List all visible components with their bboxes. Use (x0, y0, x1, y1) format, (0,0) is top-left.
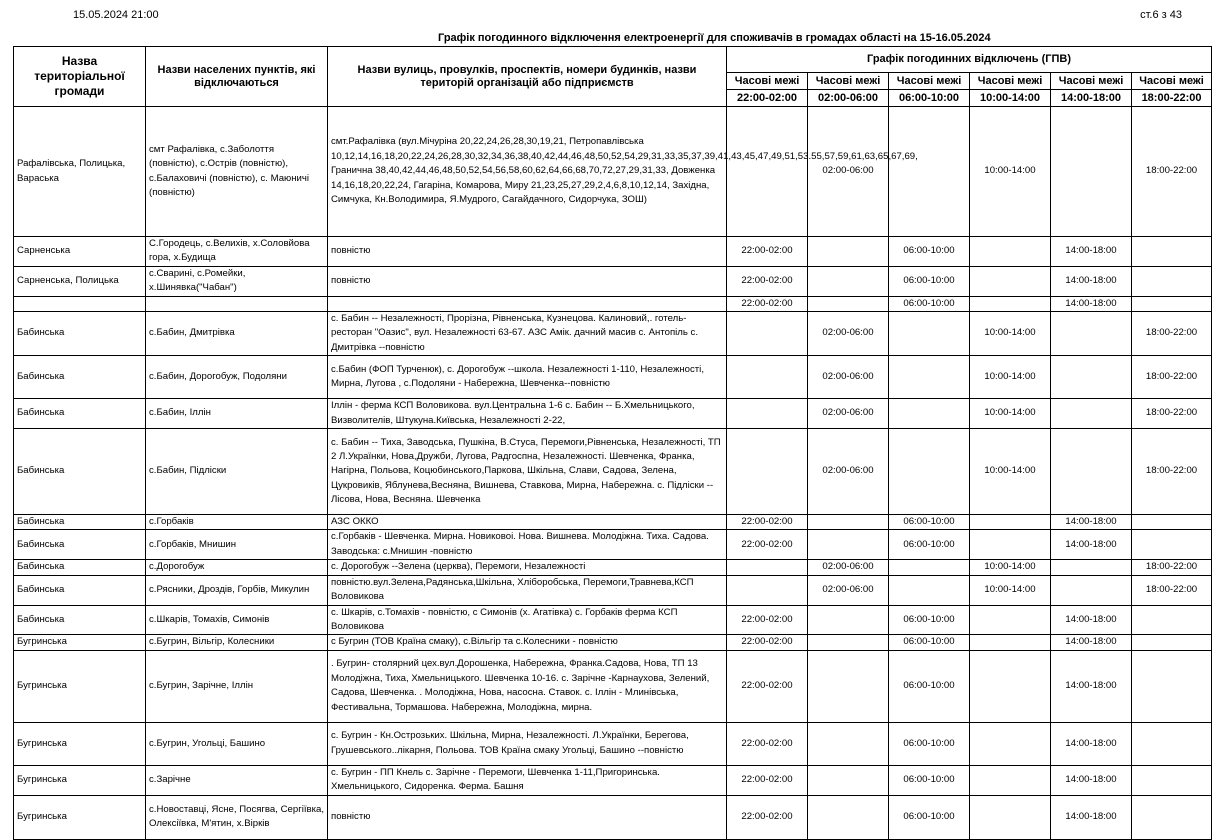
settlements-cell: с.Зарічне (146, 765, 328, 795)
header-community: Назва територіальної громади (14, 47, 146, 107)
slot-cell (808, 266, 889, 296)
slot-cell: 06:00-10:00 (889, 605, 970, 635)
slot-cell: 02:00-06:00 (808, 429, 889, 515)
slot-cell: 14:00-18:00 (1051, 605, 1132, 635)
streets-cell (328, 296, 727, 311)
slot-cell (970, 765, 1051, 795)
slot-cell: 06:00-10:00 (889, 765, 970, 795)
slot-cell (889, 399, 970, 429)
table-row (14, 399, 1212, 429)
streets-cell: с. Бугрин - Кн.Острозьких. Шкільна, Мирна, Незалежності. Л.Українки, Берегова, Грушевського..лікарня, Польова. ТОВ Країна смаку Угольці, Башино --повністю (328, 722, 727, 765)
slot-cell: 10:00-14:00 (970, 575, 1051, 605)
community-cell: Бабинська (14, 429, 146, 515)
slot-cell: 22:00-02:00 (727, 635, 808, 650)
community-cell: Бабинська (14, 515, 146, 530)
table-row (14, 530, 1212, 560)
slot-cell: 18:00-22:00 (1132, 560, 1212, 575)
slot-cell (808, 515, 889, 530)
header-slot: 06:00-10:00 (889, 90, 970, 107)
slot-cell (1132, 795, 1212, 839)
settlements-cell: с.Дорогобуж (146, 560, 328, 575)
community-cell: Рафалівська, Полицька, Вараська (14, 107, 146, 237)
header-slot: 18:00-22:00 (1132, 90, 1212, 107)
streets-cell: с. Бабин -- Тиха, Заводська, Пушкіна, В.Стуса, Перемоги,Рівненська, Незалежності, ТП 2 Л.Українки, Нова,Дружби, Лугова, Радгоспна, Незалежності. Шевченка, Франка, Нагірна, Польова, Коцюбинського,Паркова, Шкільна, Слави, Садова, Зелена, Цукровиків, Яблунева,Весняна, Вишнева, Ставкова, Мирна, Набережна. с. Підліски -- Лісова, Нова, Весняна. Шевченка (328, 429, 727, 515)
header-slot: 22:00-02:00 (727, 90, 808, 107)
community-cell: Бабинська (14, 605, 146, 635)
settlements-cell: с.Горбаків (146, 515, 328, 530)
slot-cell: 14:00-18:00 (1051, 237, 1132, 267)
settlements-cell: с.Бабин, Підліски (146, 429, 328, 515)
slot-cell (970, 296, 1051, 311)
header-time-limits: Часові межі (970, 73, 1051, 90)
table-row (14, 312, 1212, 356)
slot-cell: 14:00-18:00 (1051, 650, 1132, 722)
slot-cell: 18:00-22:00 (1132, 399, 1212, 429)
slot-cell (889, 312, 970, 356)
header-settlements: Назви населених пунктів, які відключаються (146, 47, 328, 107)
header-time-limits: Часові межі (808, 73, 889, 90)
settlements-cell: с.Сварині, с.Ромейки, х.Шинявка("Чабан") (146, 266, 328, 296)
settlements-cell: с.Бугрин, Зарічне, Іллін (146, 650, 328, 722)
slot-cell: 10:00-14:00 (970, 560, 1051, 575)
slot-cell (1132, 635, 1212, 650)
slot-cell (1132, 765, 1212, 795)
streets-cell: Іллін - ферма КСП Воловикова. вул.Центральна 1-6 с. Бабин -- Б.Хмельницького, Визволителів, Штукуна.Київська, Незалежності 2-22, (328, 399, 727, 429)
slot-cell: 18:00-22:00 (1132, 107, 1212, 237)
slot-cell (970, 650, 1051, 722)
header-time-limits: Часові межі (727, 73, 808, 90)
table-row (14, 795, 1212, 839)
community-cell: Бабинська (14, 560, 146, 575)
slot-cell (1132, 530, 1212, 560)
slot-cell (1051, 560, 1132, 575)
slot-cell (970, 237, 1051, 267)
slot-cell (727, 356, 808, 399)
slot-cell: 22:00-02:00 (727, 237, 808, 267)
streets-cell: с Бугрин (ТОВ Країна смаку), с.Вільгір та с.Колесники - повністю (328, 635, 727, 650)
slot-cell (1132, 266, 1212, 296)
slot-cell: 14:00-18:00 (1051, 765, 1132, 795)
streets-cell: с.Горбаків - Шевченка. Мирна. Новиковоі. Нова. Вишнева. Молодіжна. Тиха. Садова. Заводська: с.Мнишин -повністю (328, 530, 727, 560)
slot-cell: 06:00-10:00 (889, 296, 970, 311)
community-cell: Бабинська (14, 399, 146, 429)
slot-cell (808, 635, 889, 650)
streets-cell: повністю (328, 795, 727, 839)
slot-cell (808, 237, 889, 267)
slot-cell (1051, 575, 1132, 605)
table-row (14, 107, 1212, 237)
header-time-limits: Часові межі (1132, 73, 1212, 90)
slot-cell (808, 296, 889, 311)
community-cell: Бугринська (14, 635, 146, 650)
table-row (14, 237, 1212, 267)
slot-cell: 10:00-14:00 (970, 356, 1051, 399)
slot-cell: 10:00-14:00 (970, 107, 1051, 237)
slot-cell (808, 722, 889, 765)
table-row (14, 429, 1212, 515)
settlements-cell: с.Горбаків, Мнишин (146, 530, 328, 560)
slot-cell: 22:00-02:00 (727, 266, 808, 296)
header-slot: 10:00-14:00 (970, 90, 1051, 107)
slot-cell: 22:00-02:00 (727, 795, 808, 839)
slot-cell: 06:00-10:00 (889, 650, 970, 722)
page-counter: ст.6 з 43 (1140, 9, 1182, 21)
community-cell (14, 296, 146, 311)
table-row (14, 635, 1212, 650)
slot-cell: 02:00-06:00 (808, 312, 889, 356)
settlements-cell (146, 296, 328, 311)
streets-cell: с. Бугрин - ПП Кнель с. Зарічне - Перемоги, Шевченка 1-11,Пригоринська. Хмельницького, Сидоренка. Ферма. Башня (328, 765, 727, 795)
slot-cell: 06:00-10:00 (889, 635, 970, 650)
table-row (14, 296, 1212, 311)
streets-cell: повністю (328, 266, 727, 296)
slot-cell (970, 605, 1051, 635)
slot-cell (970, 722, 1051, 765)
streets-cell: с. Бабин -- Незалежності, Прорізна, Рівненська, Кузнецова. Калиновий,. готель-ресторан "Оазис", вул. Незалежності 63-67. АЗС Амік. дачний масив с. Антопіль с. Дмитрівка --повністю (328, 312, 727, 356)
slot-cell (808, 765, 889, 795)
slot-cell (808, 795, 889, 839)
schedule-body (14, 107, 1212, 840)
table-row (14, 650, 1212, 722)
slot-cell: 14:00-18:00 (1051, 515, 1132, 530)
slot-cell (1051, 399, 1132, 429)
community-cell: Бугринська (14, 765, 146, 795)
streets-cell: повністю.вул.Зелена,Радянська,Шкільна, Хліборобська, Перемоги,Травнева,КСП Воловикова (328, 575, 727, 605)
slot-cell: 06:00-10:00 (889, 530, 970, 560)
slot-cell: 10:00-14:00 (970, 429, 1051, 515)
header-streets: Назви вулиць, провулків, проспектів, номери будинків, назви територій організацій або підприємств (328, 47, 727, 107)
settlements-cell: с.Бабин, Дорогобуж, Подоляни (146, 356, 328, 399)
slot-cell (1051, 429, 1132, 515)
slot-cell: 02:00-06:00 (808, 356, 889, 399)
slot-cell: 22:00-02:00 (727, 765, 808, 795)
slot-cell (889, 107, 970, 237)
community-cell: Бабинська (14, 575, 146, 605)
header-schedule: Графік погодинних відключень (ГПВ) (727, 47, 1212, 73)
slot-cell: 22:00-02:00 (727, 722, 808, 765)
streets-cell: с. Шкарів, с.Томахів - повністю, с Симонів (х. Агатівка) с. Горбаків ферма КСП Воловикова (328, 605, 727, 635)
settlements-cell: с.Новоставці, Ясне, Посягва, Сергіївка, Олексіївка, М'ятин, х.Вірків (146, 795, 328, 839)
community-cell: Бугринська (14, 722, 146, 765)
slot-cell (970, 635, 1051, 650)
slot-cell (1132, 296, 1212, 311)
table-row (14, 266, 1212, 296)
table-row (14, 575, 1212, 605)
community-cell: Бабинська (14, 312, 146, 356)
streets-cell: АЗС ОККО (328, 515, 727, 530)
slot-cell: 06:00-10:00 (889, 722, 970, 765)
slot-cell (970, 266, 1051, 296)
slot-cell: 06:00-10:00 (889, 266, 970, 296)
table-row (14, 560, 1212, 575)
slot-cell (727, 429, 808, 515)
community-cell: Бугринська (14, 795, 146, 839)
outage-schedule-table (13, 46, 1212, 840)
slot-cell: 02:00-06:00 (808, 575, 889, 605)
slot-cell: 14:00-18:00 (1051, 296, 1132, 311)
table-row (14, 765, 1212, 795)
slot-cell: 22:00-02:00 (727, 296, 808, 311)
header-slot: 02:00-06:00 (808, 90, 889, 107)
slot-cell: 18:00-22:00 (1132, 356, 1212, 399)
streets-cell: . Бугрин- столярний цех.вул.Дорошенка, Набережна, Франка.Садова, Нова, ТП 13 Молодіжна, Тиха, Хмельницького. Шевченка 10-16. с. Зарічне -Карнаухова, Зелений, Садова, Шевченка. . Молодіжна, Нова, насосна. Ставок. с. Іллін - Млинівська, Фестивальна, Тормашова. Набережна, Молодіжна, мирна. (328, 650, 727, 722)
slot-cell: 18:00-22:00 (1132, 312, 1212, 356)
slot-cell (1132, 722, 1212, 765)
slot-cell (970, 515, 1051, 530)
slot-cell: 02:00-06:00 (808, 107, 889, 237)
slot-cell (727, 312, 808, 356)
slot-cell (1132, 237, 1212, 267)
streets-cell: повністю (328, 237, 727, 267)
slot-cell (727, 560, 808, 575)
settlements-cell: с.Шкарів, Томахів, Симонів (146, 605, 328, 635)
streets-cell: с. Дорогобуж --Зелена (церква), Перемоги, Незалежності (328, 560, 727, 575)
slot-cell (1051, 356, 1132, 399)
community-cell: Сарненська, Полицька (14, 266, 146, 296)
slot-cell (808, 605, 889, 635)
slot-cell (889, 575, 970, 605)
settlements-cell: с.Бугрин, Вільгір, Колесники (146, 635, 328, 650)
community-cell: Сарненська (14, 237, 146, 267)
slot-cell: 06:00-10:00 (889, 795, 970, 839)
slot-cell: 06:00-10:00 (889, 515, 970, 530)
slot-cell: 22:00-02:00 (727, 650, 808, 722)
slot-cell (889, 356, 970, 399)
slot-cell (1132, 605, 1212, 635)
header-time-limits: Часові межі (1051, 73, 1132, 90)
slot-cell: 14:00-18:00 (1051, 795, 1132, 839)
slot-cell: 02:00-06:00 (808, 399, 889, 429)
table-row (14, 515, 1212, 530)
slot-cell (808, 530, 889, 560)
streets-cell: с.Бабин (ФОП Турченюк), с. Дорогобуж --школа. Незалежності 1-110, Незалежності, Мирна, Лугова , с.Подоляни - Набережна, Шевченка--повністю (328, 356, 727, 399)
table-row (14, 605, 1212, 635)
slot-cell (889, 560, 970, 575)
slot-cell (727, 399, 808, 429)
slot-cell (1132, 650, 1212, 722)
slot-cell (970, 795, 1051, 839)
slot-cell: 22:00-02:00 (727, 605, 808, 635)
slot-cell: 18:00-22:00 (1132, 429, 1212, 515)
community-cell: Бугринська (14, 650, 146, 722)
document-datetime: 15.05.2024 21:00 (73, 9, 159, 21)
community-cell: Бабинська (14, 356, 146, 399)
slot-cell: 14:00-18:00 (1051, 266, 1132, 296)
table-row (14, 356, 1212, 399)
slot-cell (1051, 107, 1132, 237)
slot-cell: 22:00-02:00 (727, 515, 808, 530)
settlements-cell: С.Городець, с.Велихів, х.Соловйова гора, х.Будища (146, 237, 328, 267)
slot-cell: 22:00-02:00 (727, 530, 808, 560)
slot-cell: 18:00-22:00 (1132, 575, 1212, 605)
settlements-cell: смт Рафалівка, с.Заболоття (повністю), с.Острів (повністю), с.Балаховичі (повністю), с. Маюничі (повністю) (146, 107, 328, 237)
slot-cell (1132, 515, 1212, 530)
settlements-cell: с.Бабин, Дмитрівка (146, 312, 328, 356)
slot-cell: 02:00-06:00 (808, 560, 889, 575)
header-time-limits: Часові межі (889, 73, 970, 90)
slot-cell: 14:00-18:00 (1051, 722, 1132, 765)
slot-cell: 10:00-14:00 (970, 399, 1051, 429)
slot-cell (727, 107, 808, 237)
slot-cell: 14:00-18:00 (1051, 530, 1132, 560)
slot-cell (727, 575, 808, 605)
slot-cell: 10:00-14:00 (970, 312, 1051, 356)
slot-cell: 06:00-10:00 (889, 237, 970, 267)
slot-cell (970, 530, 1051, 560)
settlements-cell: с.Бугрин, Угольці, Башино (146, 722, 328, 765)
settlements-cell: с.Рясники, Дроздів, Горбів, Микулин (146, 575, 328, 605)
slot-cell (1051, 312, 1132, 356)
document-title: Графік погодинного відключення електроенергії для споживачів в громадах області на 15-16.05.2024 (438, 32, 991, 44)
slot-cell: 14:00-18:00 (1051, 635, 1132, 650)
header-slot: 14:00-18:00 (1051, 90, 1132, 107)
community-cell: Бабинська (14, 530, 146, 560)
settlements-cell: с.Бабин, Іллін (146, 399, 328, 429)
slot-cell (889, 429, 970, 515)
slot-cell (808, 650, 889, 722)
table-row (14, 722, 1212, 765)
streets-cell: смт.Рафалівка (вул.Мічуріна 20,22,24,26,28,30,19,21, Петропавлівська 10,12,14,16,18,20,22,24,26,28,30,32,34,36,38,40,42,44,46,48,50,52,54,29,31,33,35,37,39,41,43,45,47,49,51,53.55,57,59,61,63,65,67,69, Гранична 38,40,42,44,46,48,50,52,54,56,58,60,62,64,66,68,70,72,27,29,31,33, Довженка 14,16,18,20,22,24, Гагаріна, Комарова, Миру 21,23,25,27,29,2,4,6,8,10,12,14, Західна, Симчука, Кн.Володимира, Я.Мудрого, Сагайдачного, Сидорчука, ЗОШ) (328, 107, 727, 237)
